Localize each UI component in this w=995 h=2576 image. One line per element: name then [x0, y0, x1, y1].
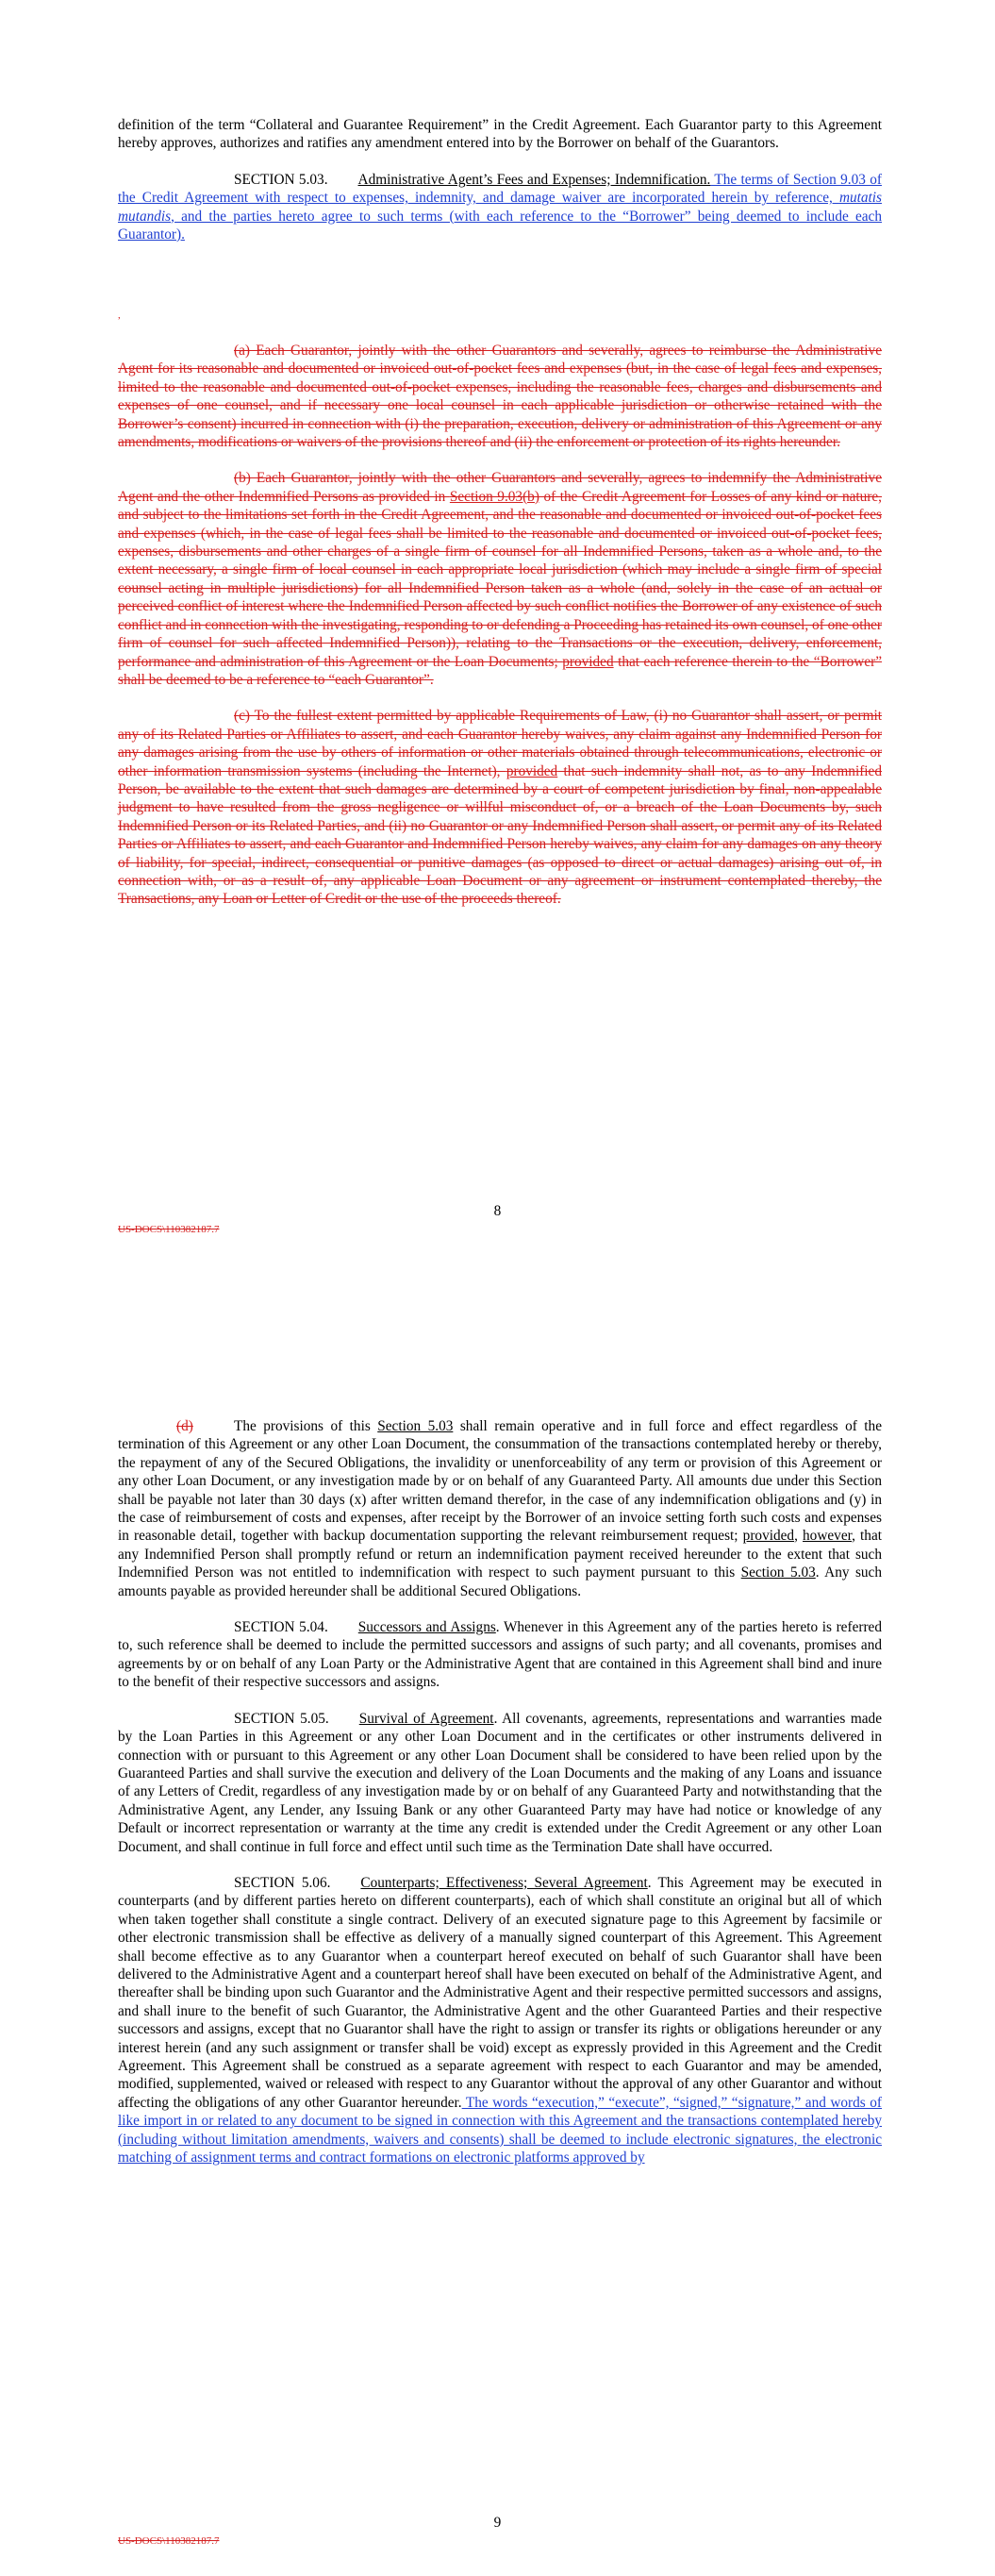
section-number: SECTION 5.03.: [234, 171, 328, 188]
however-term: however: [803, 1528, 853, 1545]
clause-b-section-ref: Section 9.03(b): [449, 488, 539, 505]
clause-c-provided: provided: [506, 762, 558, 779]
clause-b-deleted: [118, 469, 882, 689]
page-8-body: [118, 116, 882, 243]
clause-a-deleted: [118, 342, 882, 451]
page-number: 8: [493, 1203, 502, 1219]
intro-paragraph: definition of the term “Collateral and Guarantee Requirement” in the Credit Agreement. Each Guarantor party to this Agreement hereby approves, authorizes and ratifies any amendment entered into by the Borrower on behalf of the Guarantors.: [118, 117, 882, 152]
page-9: [0, 1359, 995, 2576]
section-5-05-paragraph: [118, 1710, 882, 1856]
clause-b-text-3: that each reference therein to the “Borrower” shall be deemed to be a reference to “each Guarantor”.: [118, 653, 883, 688]
page-8: [0, 0, 995, 1264]
section-heading: Survival of Agreement: [358, 1710, 494, 1727]
deletion-mark: ,: [118, 309, 121, 321]
clause-c-deleted: [118, 707, 882, 908]
inserted-text: The words “execution,” “execute”, “signed,” “signature,” and words of like import in or related to any document to be signed in connection with this Agreement and the transactions contemplated hereby (including without limitation amendments, waivers and consents) shall be deemed to include electronic signatures, the electronic matching of assignment terms and contract formations on electronic platforms approved by: [118, 2094, 882, 2166]
section-number: SECTION 5.05.: [234, 1710, 329, 1727]
provided-term: provided: [742, 1528, 795, 1545]
clause-d-deleted-label: (d): [176, 1418, 193, 1434]
section-heading: Successors and Assigns: [357, 1619, 496, 1636]
inserted-text: The terms of Section 9.03 of the Credit Agreement with respect to expenses, indemnity, and damage waiver are incorporated herein by reference,: [118, 171, 882, 207]
section-heading: Counterparts; Effectiveness; Several Agreement: [360, 1874, 648, 1891]
clause-b-provided: provided: [562, 653, 614, 670]
inserted-italic-text: mutatis mutandis: [118, 190, 882, 225]
page-9-body: [118, 1417, 882, 2166]
clause-d-text-1: The provisions of this: [234, 1418, 378, 1434]
section-body: . All covenants, agreements, representations and warranties made by the Loan Parties in this Agreement or any other Loan Document and in the certificates or other instruments delivered in connection with or pursuant to this Agreement or any other Loan Document shall be considered to have been relied upon by the Guaranteed Parties and shall survive the execution and delivery of the Loan Documents and the making of any Loans and issuance of any Letters of Credit, regardless of any investigation made by or on behalf of any Guaranteed Party and notwithstanding that the Administrative Agent, any Lender, any Issuing Bank or any other Guaranteed Party may have had notice or knowledge of any Default or incorrect representation or warranty at the time any credit is extended under the Credit Agreement or any other Loan Document, and shall continue in full force and effect until such time as the Termination Date shall have occurred.: [118, 1710, 882, 1855]
clause-b-text-1: (b) Each Guarantor, jointly with the other Guarantors and severally, agrees to indemnify the Administrative Agent and the other Indemnified Persons as provided in: [118, 470, 882, 505]
clause-c-text-2: that such indemnity shall not, as to any Indemnified Person, be available to the extent that such damages are determined by a court of competent jurisdiction by final, non-appealable judgment to have resulted from the gross negligence or willful misconduct of, or a breach of the Loan Documents by, such Indemnified Person or its Related Parties, and (ii) no Guarantor or any Indemnified Person shall assert, or permit any of its Related Parties or Affiliates to assert, and each Guarantor and Indemnified Person hereby waives, any claim for any damages on any theory of liability, for special, indirect, consequential or punitive damages (as opposed to direct or actual damages) arising out of, in connection with, or as a result of, any applicable Loan Document or any agreement or instrument contemplated thereby, the Transactions, any Loan or Letter of Credit or the use of the proceeds thereof.: [118, 762, 882, 908]
document-id: US-DOCS\110382187.7: [118, 1224, 220, 1235]
section-ref-5-03-second: Section 5.03: [740, 1564, 816, 1581]
inserted-text-end: , and the parties hereto agree to such terms (with each reference to the “Borrower” being deemed to include each Guarantor).: [118, 208, 882, 243]
section-5-06-paragraph: [118, 1874, 882, 2167]
section-5-03-paragraph: [118, 171, 882, 244]
clause-d-text-4: . Any such amounts payable as provided hereunder shall be additional Secured Obligations.: [118, 1564, 882, 1599]
clause-d-text-3: , that any Indemnified Person shall promptly refund or return an indemnification payment received hereunder to the extent that such Indemnified Person was not entitled to indemnification with respect to such payment pursuant to this: [118, 1528, 882, 1581]
clause-d-paragraph: [118, 1417, 882, 1600]
clause-a-text: (a) Each Guarantor, jointly with the other Guarantors and severally, agrees to reimburse the Administrative Agent for its reasonable and documented or invoiced out-of-pocket fees and expenses (but, in the case of legal fees and expenses, limited to the reasonable and documented out-of-pocket expenses, including the reasonable fees, charges and disbursements and expenses of one counsel, and if necessary one local counsel in each applicable jurisdiction or otherwise retained with the Borrower’s consent) incurred in connection with (i) the preparation, execution, delivery or administration of this Agreement or any amendments, modifications or waivers of the provisions thereof and (ii) the enforcement or protection of its rights hereunder.: [118, 343, 882, 451]
section-number: SECTION 5.06.: [234, 1874, 331, 1891]
section-heading: Administrative Agent’s Fees and Expenses; Indemnification.: [357, 171, 711, 188]
document-id: US-DOCS\110382187.7: [118, 2535, 220, 2547]
section-number: SECTION 5.04.: [234, 1619, 328, 1636]
section-5-04-paragraph: [118, 1618, 882, 1692]
clause-d-text-2: shall remain operative and in full force and effect regardless of the termination of this Agreement or any other Loan Document, the consummation of the transactions contemplated hereby or thereby, the repayment of any of the Secured Obligations, the invalidity or unenforceability of any term or provision of this Agreement or any other Loan Document, or any investigation made by or on behalf of any Guaranteed Party. All amounts due under this Section shall be payable not later than 30 days (x) after written demand therefor, in the case of any indemnification obligations and (y) in the case of reimbursement of costs and expenses, after receipt by the Borrower of an invoice setting forth such costs and expenses in reasonable detail, together with backup documentation supporting the relevant reimbursement request;: [118, 1418, 882, 1545]
section-ref-5-03: Section 5.03: [377, 1418, 454, 1434]
section-body: . This Agreement may be executed in counterparts (and by different parties hereto on different counterparts), each of which shall constitute an original but all of which when taken together shall constitute a single contract. Delivery of an executed signature page to this Agreement by facsimile or other electronic transmission shall be effective as delivery of a manually signed counterpart of this Agreement. This Agreement shall become effective as to any Guarantor when a counterpart hereof executed on behalf of such Guarantor shall have been delivered to the Administrative Agent and a counterpart hereof shall have been executed on behalf of the Administrative Agent, and thereafter shall be binding upon such Guarantor and the Administrative Agent and their respective permitted successors and assigns, and shall inure to the benefit of such Guarantor, the Administrative Agent and the other Guaranteed Parties and their respective successors and assigns, except that no Guarantor shall have the right to assign or transfer its rights or obligations hereunder or any interest herein (and any such assignment or transfer shall be void) except as expressly provided in this Agreement and the Credit Agreement. This Agreement shall be construed as a separate agreement with respect to each Guarantor and may be amended, modified, supplemented, waived or released with respect to any Guarantor without the approval of any other Guarantor and without affecting the obligations of any other Guarantor hereunder.: [118, 1874, 882, 2111]
page-number: 9: [493, 2515, 502, 2531]
separator: ,: [794, 1528, 804, 1545]
clause-b-text-2: of the Credit Agreement for Losses of any kind or nature, and subject to the limitations set forth in the Credit Agreement, and the reasonable and documented or invoiced out-of-pocket fees and expenses (which, in the case of legal fees shall be limited to the reasonable and documented or invoiced out-of-pocket fees, expenses, disbursements and other charges of a single firm of counsel for all Indemnified Persons, taken as a whole and, to the extent necessary, a single firm of local counsel in each appropriate local jurisdiction (which may include a single firm of special counsel acting in multiple jurisdictions) for all Indemnified Person taken as a whole (and, solely in the case of an actual or perceived conflict of interest where the Indemnified Person affected by such conflict notifies the Borrower of any existence of such conflict and in connection with the investigating, responding to or defending a Proceeding has retained its own counsel, of one other firm of counsel for such affected Indemnified Person)), relating to the Transactions or the execution, delivery, enforcement, performance and administration of this Agreement or the Loan Documents;: [118, 488, 882, 670]
deleted-clauses: [118, 342, 882, 909]
clause-c-text-1: (c) To the fullest extent permitted by applicable Requirements of Law, (i) no Guarantor shall assert, or permit any of its Related Parties or Affiliates to assert, and each Guarantor hereby waives, any claim against any Indemnified Person for any damages arising from the use by others of information or other materials obtained through telecommunications, electronic or other information transmission systems (including the Internet),: [118, 708, 882, 779]
section-body: . Whenever in this Agreement any of the parties hereto is referred to, such reference shall be deemed to include the permitted successors and assigns of such party; and all covenants, promises and agreements by or on behalf of any Loan Party or the Administrative Agent that are contained in this Agreement shall bind and inure to the benefit of their respective successors and assigns.: [118, 1619, 882, 1691]
